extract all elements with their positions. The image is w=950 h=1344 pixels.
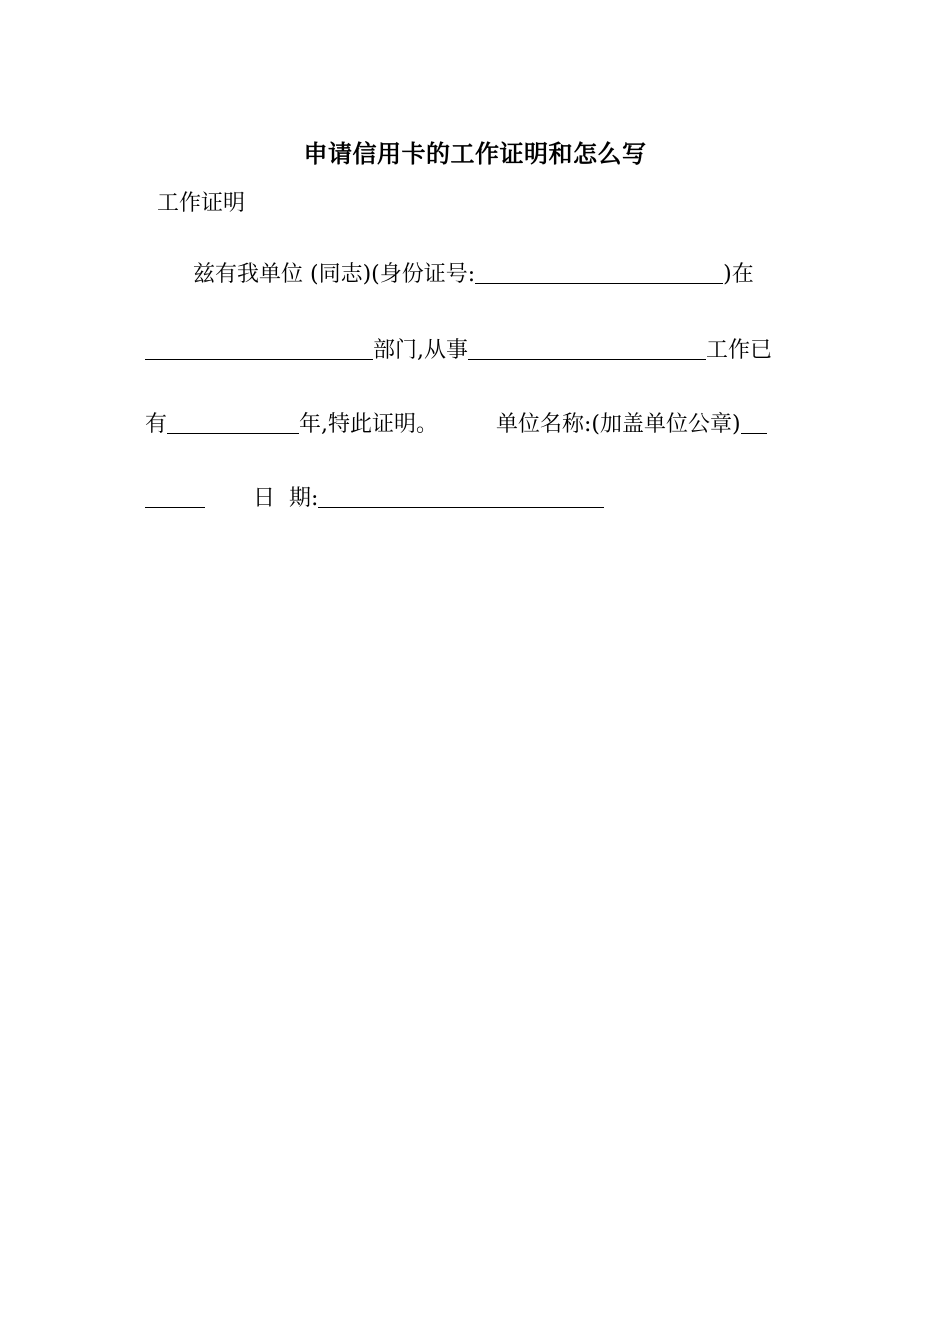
unit-name-blank-start[interactable] [741,411,767,434]
date-blank[interactable] [318,485,604,508]
section-heading: 工作证明 [157,191,246,216]
job-blank[interactable] [468,337,706,360]
unit-name-blank-end[interactable] [145,485,205,508]
body-line-4 [145,484,604,514]
document-title: 申请信用卡的工作证明和怎么写 [303,139,647,168]
body-text-department: 部门,从事 [373,338,468,363]
date-label: 日 期: [253,486,319,511]
body-line-1 [145,260,754,290]
unit-name-label: 单位名称:(加盖单位公章) [496,412,741,437]
body-text-work: 工作已 [706,338,773,363]
body-text-in: )在 [723,262,754,287]
body-text-have: 有 [145,412,168,437]
body-line-2 [145,336,772,366]
id-number-blank[interactable] [475,261,723,284]
years-blank[interactable] [167,411,299,434]
department-blank[interactable] [145,337,373,360]
body-text-intro: 兹有我单位 (同志)(身份证号: [193,262,476,287]
body-line-3 [145,410,767,440]
body-text-certify: 年,特此证明。 [299,412,439,437]
